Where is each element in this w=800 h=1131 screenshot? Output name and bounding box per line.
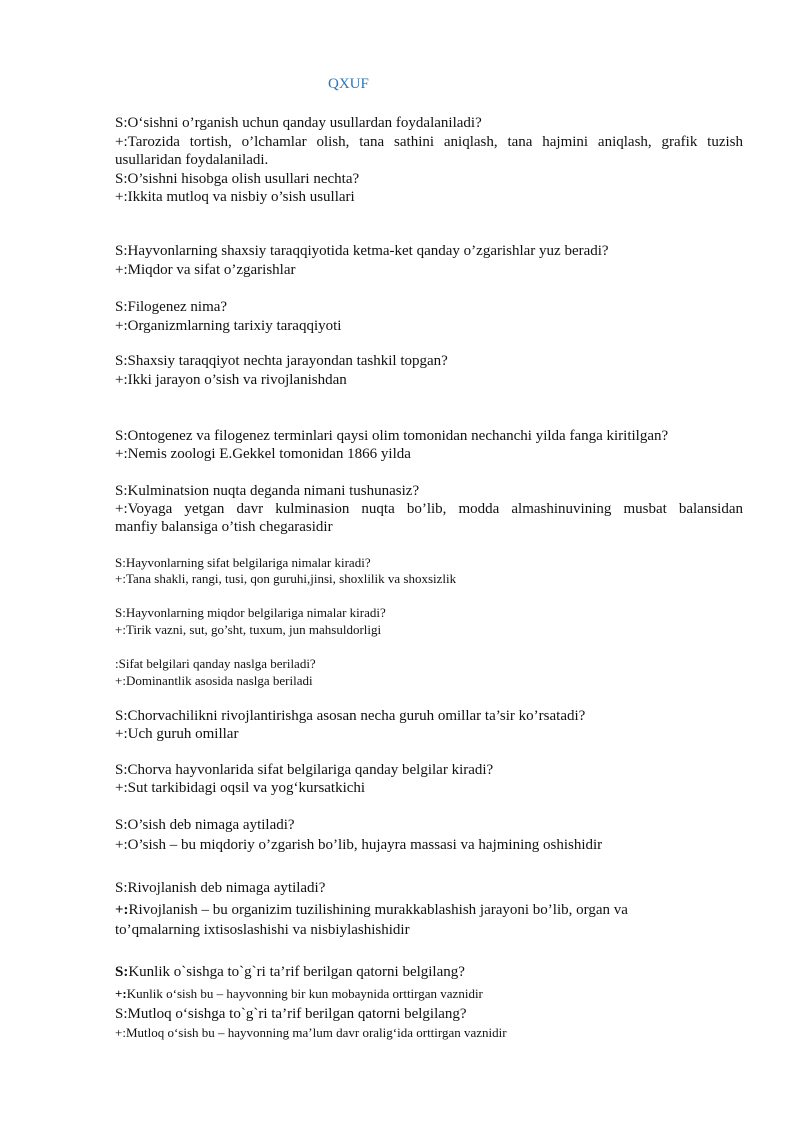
answer-13: +:O’sish – bu miqdoriy o’zgarish bo’lib, hujayra massasi va hajmining oshishidir [115,837,603,853]
answer-15 [115,986,743,1002]
answer-7-line-1: +:Voyaga yetgan davr kulminasion nuqta bo’lib, modda almashinuvining musbat balansidan [115,501,743,517]
answer-6: +:Nemis zoologi E.Gekkel tomonidan 1866 yilda [115,446,411,462]
question-10: :Sifat belgilari qanday naslga beriladi? [115,656,316,671]
answer-14-line-1 [115,901,743,919]
question-15-prefix: S: [115,964,129,980]
question-4: S:Filogenez nima? [115,299,228,315]
question-15 [115,963,743,981]
answer-12: +:Sut tarkibidagi oqsil va yog‘kursatkichi [115,780,366,796]
question-12: S:Chorva hayvonlarida sifat belgilariga qanday belgilar kiradi? [115,762,494,778]
question-13: S:O’sish deb nimaga aytiladi? [115,817,295,833]
answer-8: +:Tana shakli, rangi, tusi, qon guruhi,jinsi, shoxlilik va shoxsizlik [115,571,457,586]
question-3: S:Hayvonlarning shaxsiy taraqqiyotida ketma-ket qanday o’zgarishlar yuz beradi? [115,243,609,259]
answer-2: +:Ikkita mutloq va nisbiy o’sish usullari [115,189,355,205]
answer-9: +:Tirik vazni, sut, go’sht, tuxum, jun mahsuldorligi [115,622,382,637]
answer-1-line-1: +:Tarozida tortish, o’lchamlar olish, tana sathini aniqlash, tana hajmini aniqlash, grafik tuzish [115,134,743,150]
answer-4: +:Organizmlarning tarixiy taraqqiyoti [115,318,342,334]
answer-11: +:Uch guruh omillar [115,726,239,742]
answer-5: +:Ikki jarayon o’sish va rivojlanishdan [115,372,347,388]
document-title: QXUF [328,76,369,92]
question-1: S:O‘sishni o’rganish uchun qanday usullardan foydalaniladi? [115,115,482,131]
question-11: S:Chorvachilikni rivojlantirishga asosan necha guruh omillar ta’sir ko’rsatadi? [115,708,586,724]
answer-16: +:Mutloq o‘sish bu – hayvonning ma’lum davr oralig‘ida orttirgan vaznidir [115,1025,507,1040]
question-16: S:Mutloq o‘sishga to`g`ri ta’rif berilgan qatorni belgilang? [115,1006,467,1022]
answer-15-text: Kunlik o‘sish bu – hayvonning bir kun mobaynida orttirgan vaznidir [126,986,483,1001]
question-6: S:Ontogenez va filogenez terminlari qaysi olim tomonidan nechanchi yilda fanga kiritilgan? [115,428,669,444]
question-15-text: Kunlik o`sishga to`g`ri ta’rif berilgan qatorni belgilang? [128,964,465,980]
question-14: S:Rivojlanish deb nimaga aytiladi? [115,880,326,896]
question-5: S:Shaxsiy taraqqiyot nechta jarayondan tashkil topgan? [115,353,448,369]
answer-14-line-2: to’qmalarning ixtisoslashishi va nisbiylashishidir [115,922,410,938]
answer-1-line-2: usullaridan foydalaniladi. [115,152,269,168]
answer-7-line-2: manfiy balansiga o’tish chegarasidir [115,519,333,535]
answer-3: +:Miqdor va sifat o’zgarishlar [115,262,296,278]
question-9: S:Hayvonlarning miqdor belgilariga nimalar kiradi? [115,605,386,620]
answer-14-prefix: +: [115,902,129,918]
answer-15-prefix: +: [115,986,127,1001]
answer-10: +:Dominantlik asosida naslga beriladi [115,673,313,688]
answer-14-text: Rivojlanish – bu organizim tuzilishining murakkablashish jarayoni bo’lib, organ va [128,902,628,918]
question-7: S:Kulminatsion nuqta deganda nimani tushunasiz? [115,483,420,499]
question-8: S:Hayvonlarning sifat belgilariga nimalar kiradi? [115,555,371,570]
question-2: S:O’sishni hisobga olish usullari nechta? [115,171,360,187]
